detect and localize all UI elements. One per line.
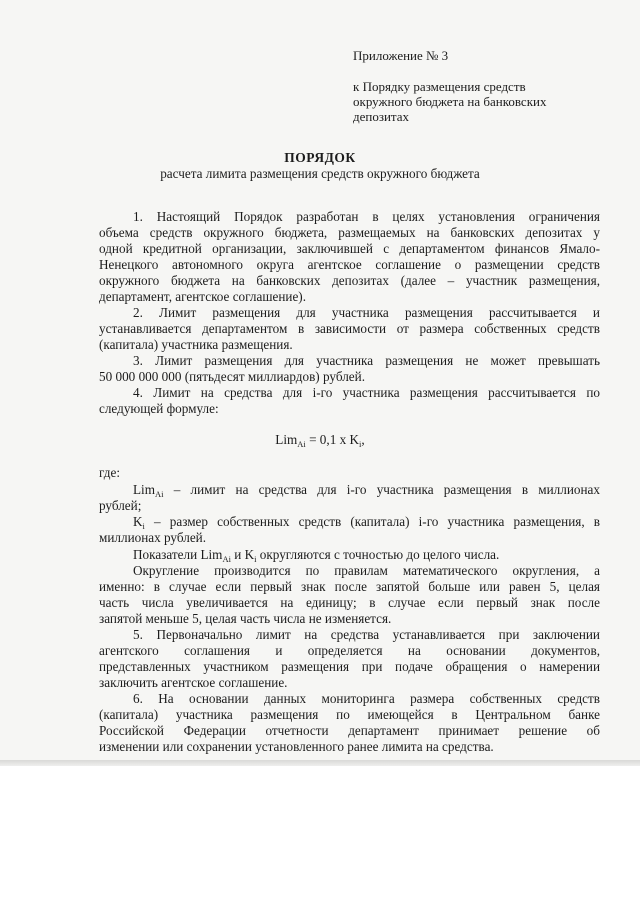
definition-k-line: миллионах рублей. [99, 530, 207, 545]
rounding-paragraph-line: запятой меньше 5, целая часть числа не изменяется. [99, 611, 392, 626]
rounding-paragraph-line: Округление производится по правилам математического округления, а [133, 563, 600, 578]
appendix-number: Приложение № 3 [353, 48, 449, 63]
paragraph-6-line: 6. На основании данных мониторинга размера собственных средств [133, 691, 600, 706]
definition-lim-line: рублей; [99, 498, 142, 513]
definition-k-line: $K_i$ – размер собственных средств (капитала) i-го участника размещения, в [133, 514, 600, 531]
paragraph-1-line: департамент, агентское соглашение). [99, 289, 306, 304]
paragraph-2-line: 2. Лимит размещения для участника размещения рассчитывается и [133, 305, 600, 320]
rounding-paragraph-line: именно: в случае если первый знак после запятой больше или равен 5, целая [99, 579, 600, 594]
paragraph-5-line: заключить агентское соглашение. [99, 675, 288, 690]
appendix-reference-line-1: к Порядку размещения средств [353, 79, 526, 94]
paragraph-4-line: 4. Лимит на средства для i-го участника размещения рассчитывается по [133, 385, 600, 400]
appendix-reference-line-2: окружного бюджета на банковских [353, 94, 547, 109]
definition-lim-line: Lim$_{Ai}$ – лимит на средства для i-го участника размещения в миллионах [133, 482, 600, 499]
paragraph-1-line: объема средств окружного бюджета, размещаемых на банковских депозитах у [99, 225, 600, 240]
document-subtitle: расчета лимита размещения средств окружного бюджета [160, 166, 480, 181]
where-label: где: [99, 465, 120, 480]
paragraph-1-line: одной кредитной организации, заключившей с департаментом финансов Ямало- [99, 241, 600, 256]
paragraph-4-line: следующей формуле: [99, 401, 219, 416]
paragraph-5-line: представленных участником размещения при подаче обращения о намерении [99, 659, 600, 674]
document-title: ПОРЯДОК [284, 150, 356, 165]
paragraph-1-line: окружного бюджета на банковских депозитах (далее – участник размещения, [99, 273, 600, 288]
paragraph-6-line: изменении или сохранении установленного ранее лимита на средства. [99, 739, 494, 754]
rounding-paragraph-line: часть числа увеличивается на единицу; в случае если первый знак после [99, 595, 600, 610]
appendix-reference-line-3: депозитах [353, 109, 410, 124]
page-bottom-edge [0, 760, 640, 766]
limit-formula: Lim$_{Ai}$ = 0,1 x $K_i$, [275, 432, 365, 449]
paragraph-6-line: (капитала) участника размещения по имеющейся в Центральном банке [99, 707, 600, 722]
paragraph-3-line: 50 000 000 000 (пятьдесят миллиардов) рублей. [99, 369, 366, 384]
paragraph-5-line: агентского соглашения и определяется на основании документов, [99, 643, 600, 658]
paragraph-1-line: 1. Настоящий Порядок разработан в целях установления ограничения [133, 209, 600, 224]
rounding-note: Показатели Lim$_{Ai}$ и $K_i$ округляются с точностью до целого числа. [133, 547, 500, 564]
paragraph-1-line: Ненецкого автономного округа агентское соглашение о размещении средств [99, 257, 600, 272]
paragraph-2-line: (капитала) участника размещения. [99, 337, 293, 352]
paragraph-5-line: 5. Первоначально лимит на средства устанавливается при заключении [133, 627, 600, 642]
paragraph-6-line: Российской Федерации отчетности департамент принимает решение об [99, 723, 600, 738]
paragraph-2-line: устанавливается департаментом в зависимости от размера собственных средств [99, 321, 600, 336]
paragraph-3-line: 3. Лимит размещения для участника размещения не может превышать [133, 353, 600, 368]
